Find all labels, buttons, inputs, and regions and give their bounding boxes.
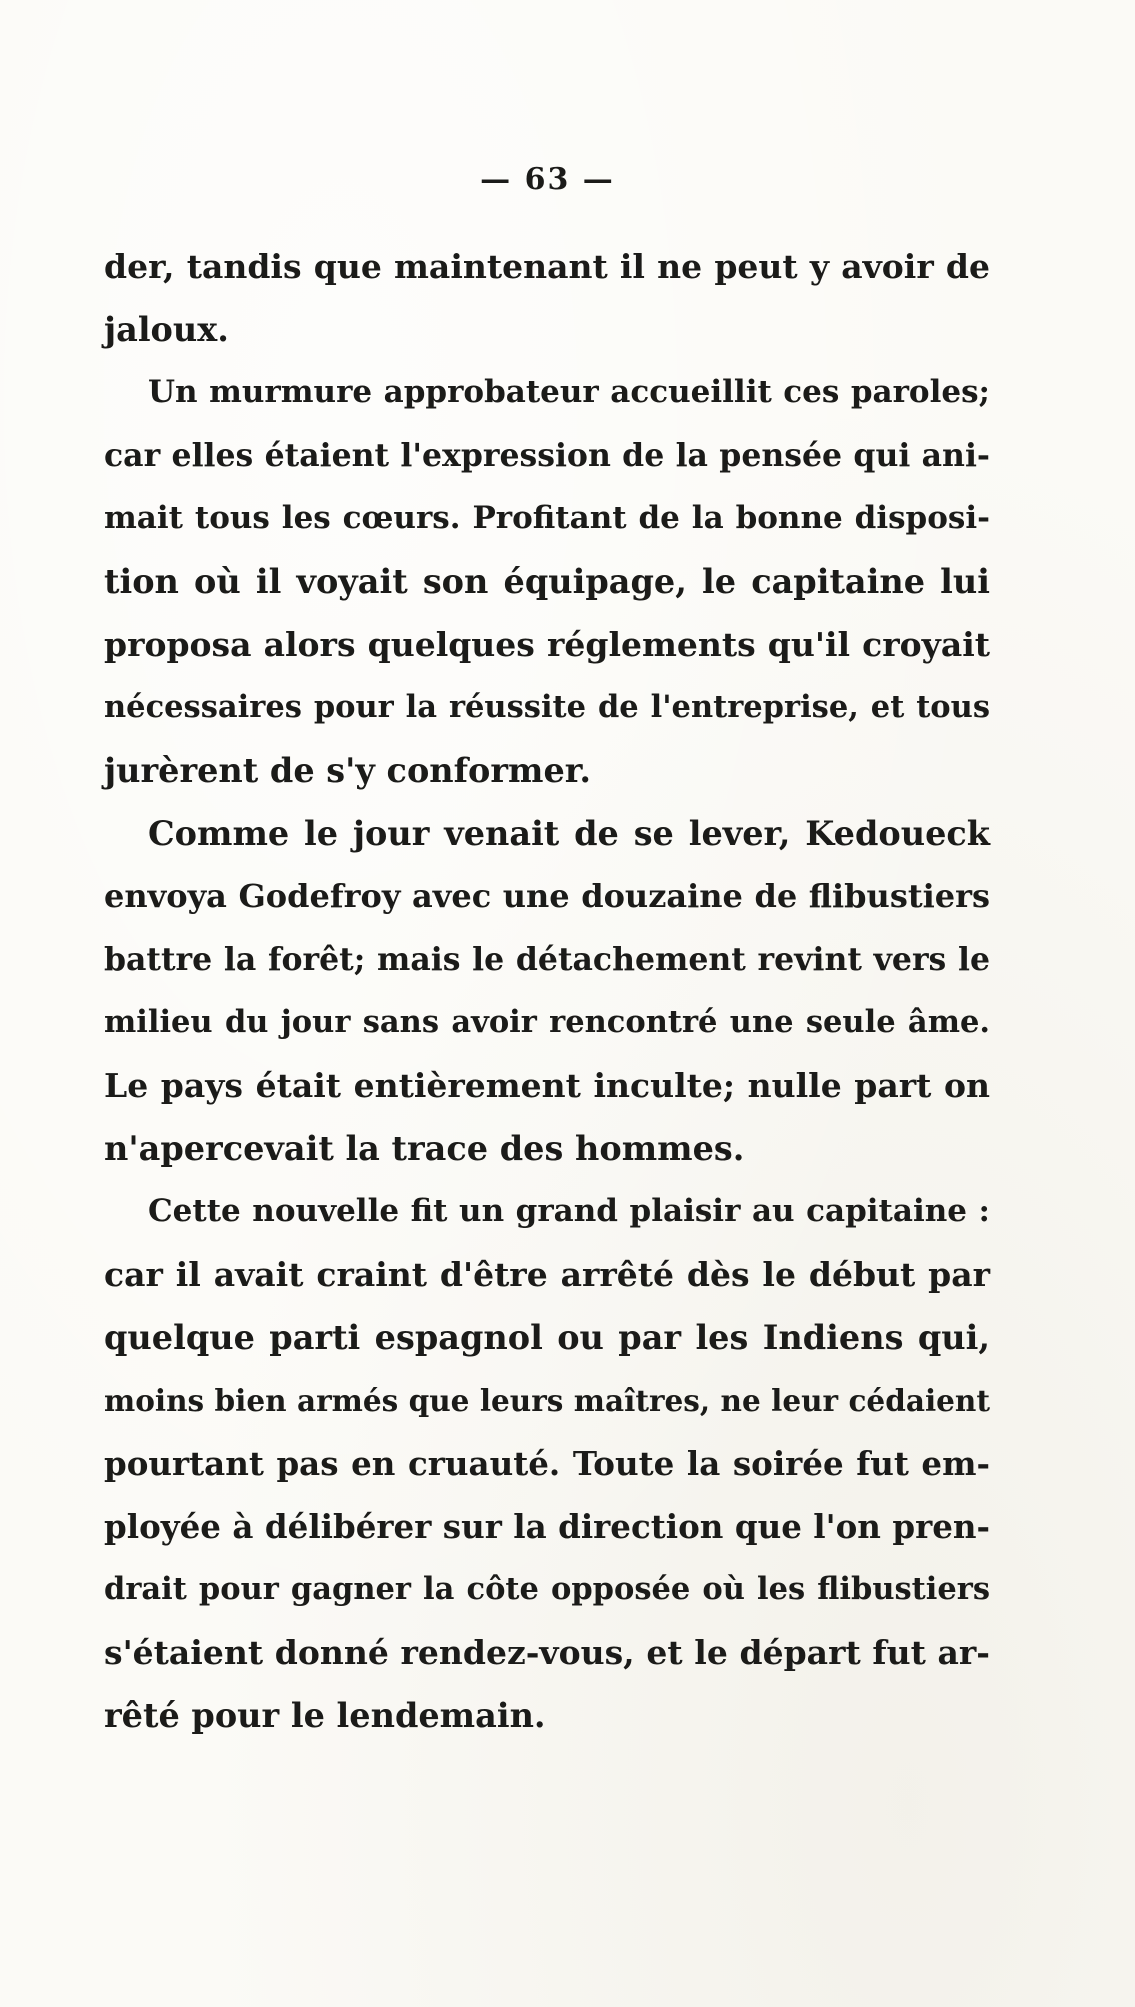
text-line: der, tandis que maintenant il ne peut y avoir de (104, 247, 990, 286)
text-line: car elles étaient l'expression de la pensée qui ani- (104, 437, 990, 474)
text-line: mait tous les cœurs. Profitant de la bonne disposi- (104, 500, 990, 536)
text-line: jurèrent de s'y conformer. (104, 751, 592, 790)
text-line: ployée à délibérer sur la direction que l'on pren- (104, 1507, 990, 1546)
text-line: n'apercevait la trace des hommes. (104, 1129, 745, 1168)
text-line: quelque parti espagnol ou par les Indiens qui, (104, 1318, 990, 1357)
text-line: jaloux. (104, 310, 229, 349)
page-number: — 63 — (480, 162, 615, 197)
text-line: car il avait craint d'être arrêté dès le début par (104, 1255, 990, 1294)
text-line: Comme le jour venait de se lever, Kedoueck (148, 814, 990, 853)
text-line: s'étaient donné rendez-vous, et le départ fut ar- (104, 1633, 990, 1672)
text-line: Le pays était entièrement inculte; nulle part on (104, 1066, 990, 1105)
text-line: battre la forêt; mais le détachement revint vers le (104, 941, 990, 978)
text-line: rêté pour le lendemain. (104, 1696, 546, 1735)
text-line: nécessaires pour la réussite de l'entreprise, et tous (104, 689, 990, 725)
text-line: pourtant pas en cruauté. Toute la soirée fut em- (104, 1444, 990, 1483)
text-line: envoya Godefroy avec une douzaine de flibustiers (104, 877, 990, 915)
text-line: drait pour gagner la côte opposée où les flibustiers (104, 1571, 990, 1607)
text-line: Un murmure approbateur accueillit ces paroles; (148, 374, 990, 410)
text-line: tion où il voyait son équipage, le capitaine lui (104, 562, 990, 601)
text-line: milieu du jour sans avoir rencontré une seule âme. (104, 1004, 990, 1040)
text-line: moins bien armés que leurs maîtres, ne leur cédaient (104, 1383, 990, 1418)
text-line: Cette nouvelle fit un grand plaisir au capitaine : (148, 1193, 990, 1229)
text-line: proposa alors quelques réglements qu'il croyait (104, 625, 990, 664)
body-text (104, 235, 990, 1747)
